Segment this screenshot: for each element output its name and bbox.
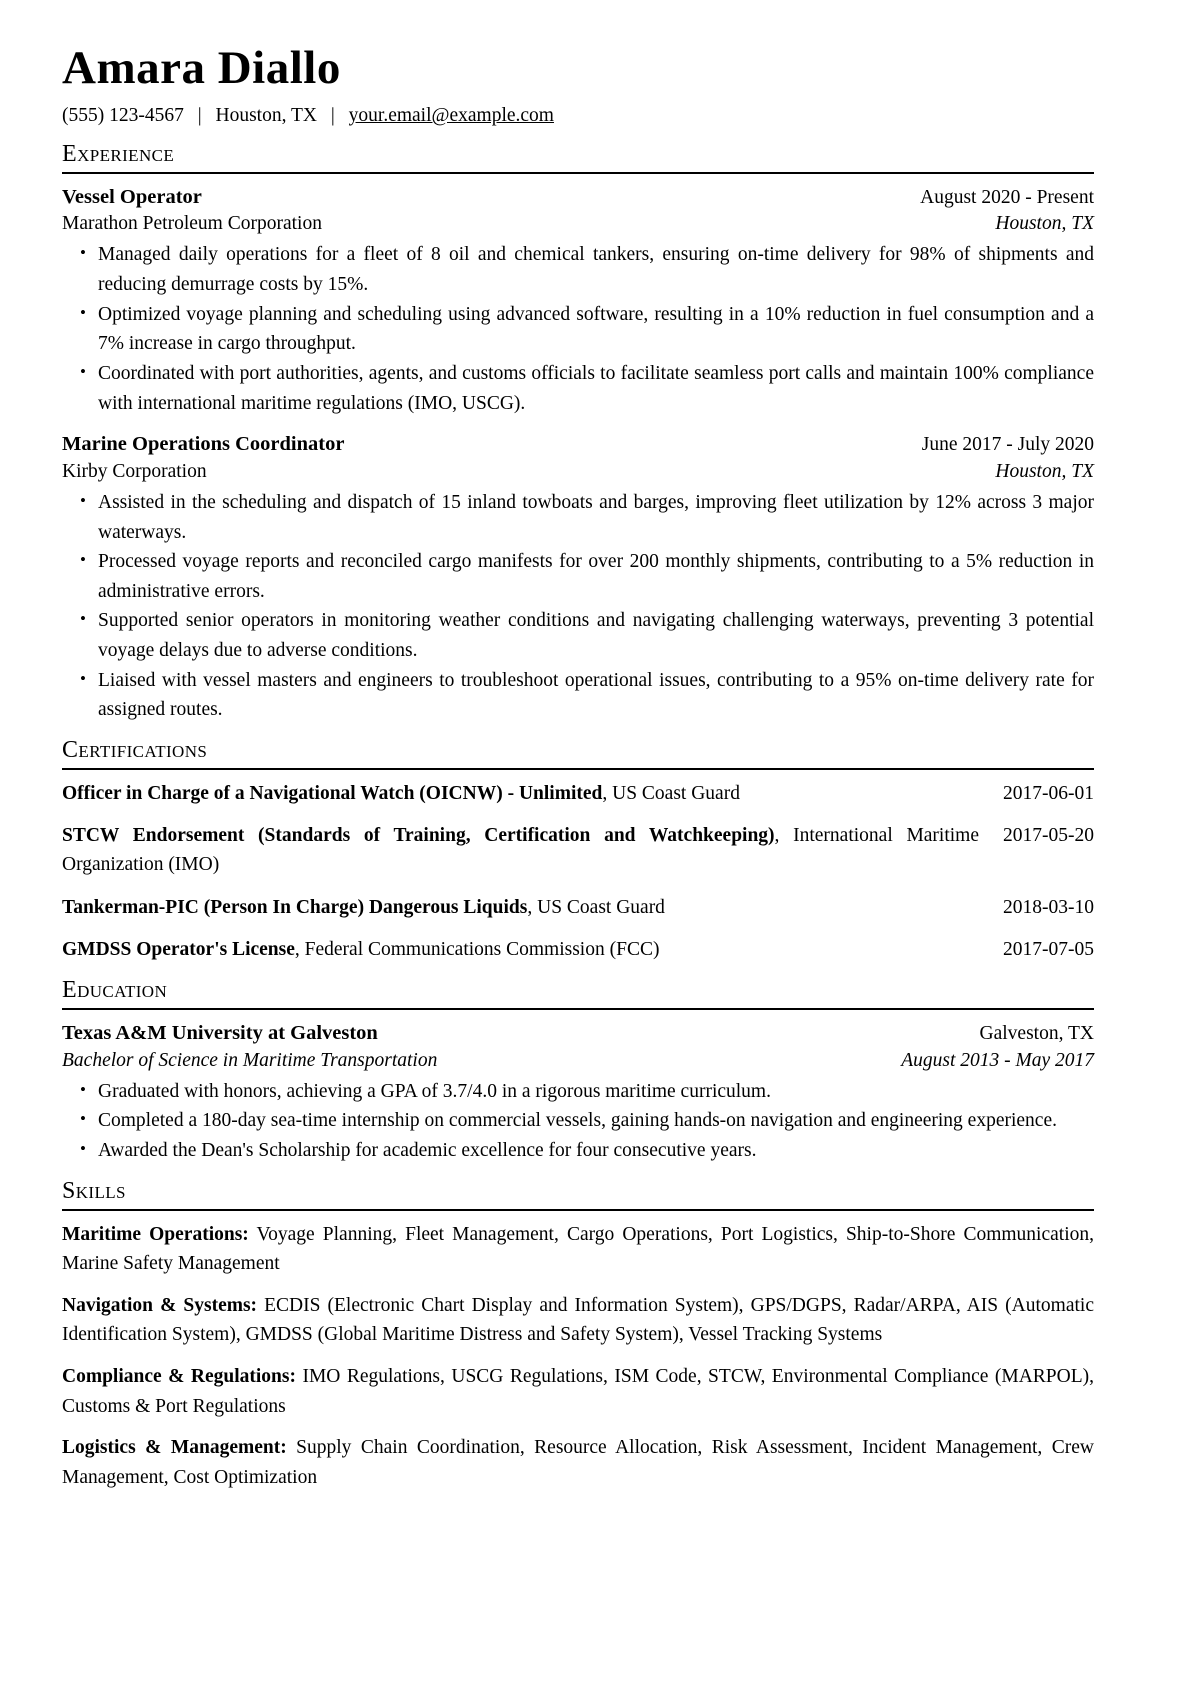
section-certifications — [62, 737, 1094, 964]
school-name: Texas A&M University at Galveston — [62, 1021, 378, 1044]
experience-entry — [62, 430, 1094, 725]
section-rule — [62, 172, 1094, 174]
education-entry — [62, 1019, 1094, 1166]
certification-entry — [62, 893, 1094, 922]
section-heading-education: Education — [62, 977, 168, 1004]
section-heading-experience: Experience — [62, 140, 175, 167]
education-entry-subheader — [62, 1048, 1094, 1075]
skill-items: IMO Regulations, USCG Regulations, ISM Code, STCW, Environmental Compliance (MARPOL), Customs & Port Regulations — [62, 1366, 1095, 1417]
certification-name: GMDSS Operator's License — [62, 938, 295, 960]
certification-date: 2017-05-20 — [1003, 825, 1094, 847]
job-bullet-list — [62, 488, 1094, 725]
certification-entry — [62, 935, 1094, 964]
certification-date: 2018-03-10 — [1003, 896, 1094, 918]
skill-entry — [62, 1291, 1094, 1350]
certification-name: Tankerman-PIC (Person In Charge) Dangerous Liquids — [62, 896, 528, 918]
contact-separator-1: | — [197, 105, 202, 127]
education-entry-header — [62, 1019, 1094, 1048]
contact-separator-2: | — [330, 105, 335, 127]
list-item: • Liaised with vessel masters and engineers to troubleshoot operational issues, contributing to a 95% on-time delivery rate for assigned routes. — [62, 666, 1094, 725]
experience-entry-header — [62, 183, 1094, 212]
page-title: Amara Diallo — [62, 42, 341, 94]
skill-entry — [62, 1433, 1094, 1492]
list-item: • Graduated with honors, achieving a GPA of 3.7/4.0 in a rigorous maritime curriculum. — [62, 1077, 1094, 1107]
certification-issuer: , US Coast Guard — [527, 896, 665, 918]
list-item: • Completed a 180-day sea-time internship on commercial vessels, gaining hands-on navigation and engineering experience. — [62, 1106, 1094, 1136]
degree-name: Bachelor of Science in Maritime Transportation — [62, 1049, 438, 1071]
certification-date: 2017-06-01 — [1003, 782, 1094, 804]
section-education — [62, 977, 1094, 1166]
certification-name: STCW Endorsement (Standards of Training, Certification and Watchkeeping) — [62, 825, 775, 847]
school-location: Galveston, TX — [979, 1022, 1094, 1044]
certification-entry — [62, 779, 1094, 808]
list-item: • Optimized voyage planning and scheduling using advanced software, resulting in a 10% reduction in fuel consumption and a 7% increase in cargo throughput. — [62, 300, 1094, 359]
certification-issuer: , Federal Communications Commission (FCC) — [294, 938, 660, 960]
certification-entry — [62, 821, 1094, 880]
skill-entry — [62, 1220, 1094, 1279]
job-title: Marine Operations Coordinator — [62, 433, 345, 456]
job-location: Houston, TX — [995, 461, 1094, 483]
job-date: June 2017 - July 2020 — [921, 434, 1094, 456]
experience-entry-header — [62, 430, 1094, 459]
email-link[interactable]: your.email@example.com — [348, 105, 554, 127]
section-skills — [62, 1178, 1094, 1493]
location-text: Houston, TX — [215, 105, 317, 127]
experience-entry — [62, 183, 1094, 419]
skill-category: Navigation & Systems: — [62, 1294, 258, 1316]
education-bullet-list — [62, 1077, 1094, 1166]
certification-date: 2017-07-05 — [1003, 938, 1094, 960]
certification-issuer: , International Maritime Organization (IMO) — [62, 825, 980, 876]
list-item: • Assisted in the scheduling and dispatch of 15 inland towboats and barges, improving fleet utilization by 12% across 3 major waterways. — [62, 488, 1094, 547]
skill-entry — [62, 1362, 1094, 1421]
experience-entry-subheader — [62, 459, 1094, 486]
list-item: • Supported senior operators in monitoring weather conditions and navigating challenging waterways, preventing 3 potential voyage delays due to adverse conditions. — [62, 606, 1094, 665]
contact-line — [62, 103, 1094, 128]
certification-name: Officer in Charge of a Navigational Watch (OICNW) - Unlimited — [62, 782, 603, 804]
section-experience — [62, 141, 1094, 725]
skill-items: Supply Chain Coordination, Resource Allocation, Risk Assessment, Incident Management, Crew Management, Cost Optimization — [62, 1437, 1094, 1488]
job-bullet-list — [62, 240, 1094, 418]
certification-issuer: , US Coast Guard — [602, 782, 740, 804]
section-heading-certifications: Certifications — [62, 736, 208, 763]
skill-items: Voyage Planning, Fleet Management, Cargo Operations, Port Logistics, Ship-to-Shore Communication, Marine Safety Management — [62, 1223, 1094, 1275]
experience-entry-subheader — [62, 211, 1094, 238]
list-item: • Managed daily operations for a fleet of 8 oil and chemical tankers, ensuring on-time delivery for 98% of shipments and reducing demurrage costs by 15%. — [62, 240, 1094, 299]
list-item: • Coordinated with port authorities, agents, and customs officials to facilitate seamless port calls and maintain 100% compliance with international maritime regulations (IMO, USCG). — [62, 359, 1094, 418]
skill-items: ECDIS (Electronic Chart Display and Information System), GPS/DGPS, Radar/ARPA, AIS (Automatic Identification System), GMDSS (Global Maritime Distress and Safety System), Vessel Tracking Systems — [62, 1294, 1094, 1346]
section-rule — [62, 768, 1094, 770]
job-organization: Kirby Corporation — [62, 461, 207, 483]
section-rule — [62, 1209, 1094, 1211]
phone-text: (555) 123-4567 — [62, 105, 184, 127]
list-item: • Processed voyage reports and reconciled cargo manifests for over 200 monthly shipments, contributing to a 5% reduction in administrative errors. — [62, 547, 1094, 606]
degree-date: August 2013 - May 2017 — [901, 1049, 1094, 1071]
job-title: Vessel Operator — [62, 185, 202, 208]
job-location: Houston, TX — [995, 213, 1094, 235]
job-organization: Marathon Petroleum Corporation — [62, 213, 322, 235]
job-date: August 2020 - Present — [920, 186, 1094, 208]
skill-category: Logistics & Management: — [62, 1437, 287, 1459]
resume-header — [62, 44, 1094, 129]
section-heading-skills: Skills — [62, 1177, 126, 1204]
skill-category: Maritime Operations: — [62, 1223, 249, 1245]
skill-category: Compliance & Regulations: — [62, 1366, 296, 1387]
list-item: • Awarded the Dean's Scholarship for academic excellence for four consecutive years. — [62, 1136, 1094, 1166]
section-rule — [62, 1008, 1094, 1010]
